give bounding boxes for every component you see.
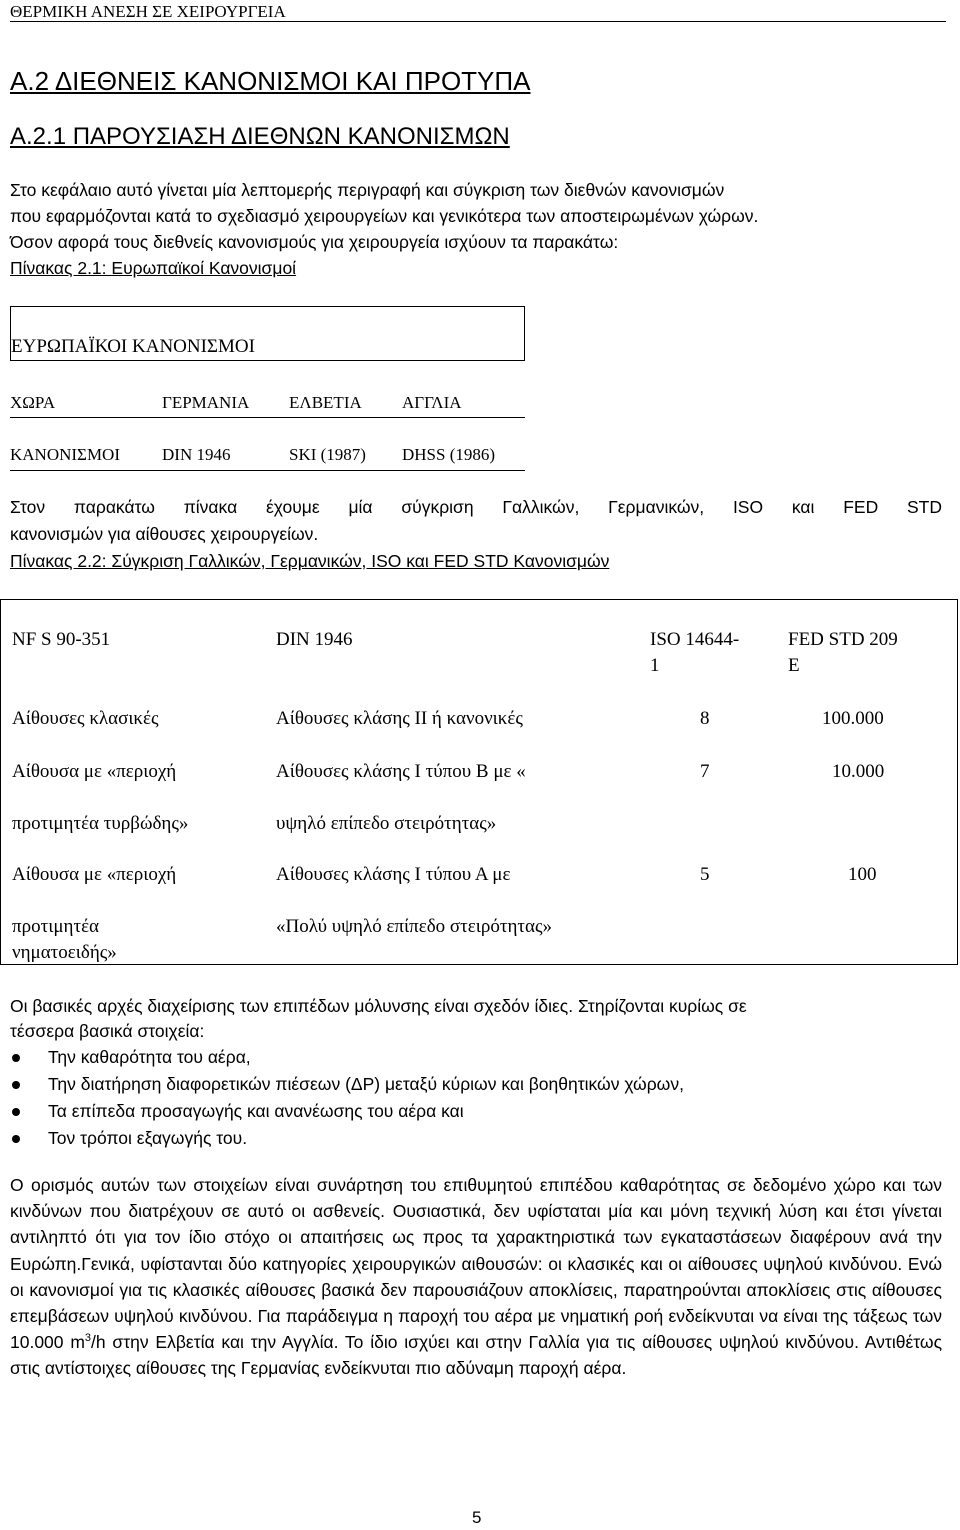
- principles-list: [10, 1044, 684, 1152]
- bullet-icon: [12, 1081, 20, 1089]
- table2-cell: 10.000: [832, 761, 885, 782]
- list-item: [10, 1125, 684, 1152]
- table1-title-cell: [10, 306, 525, 360]
- table1-cell: ΑΓΓΛΙΑ: [402, 393, 462, 412]
- table2-cell: 8: [700, 708, 710, 729]
- table2-cell: νηματοειδής»: [12, 942, 117, 963]
- list-item-text: Τον τρόποι εξαγωγής του.: [48, 1128, 248, 1148]
- table1-cell: DIN 1946: [162, 445, 231, 464]
- bullet-icon: [12, 1108, 20, 1116]
- table1-cell: ΕΛΒΕΤΙΑ: [289, 393, 362, 412]
- principles-line-2: τέσσερα βασικά στοιχεία:: [10, 1021, 205, 1041]
- principles-text: Οι βασικές αρχές διαχείρισης των επιπέδων μόλυνσης είναι σχεδόν ίδιες.: [10, 996, 578, 1016]
- closing-text: Ο ορισμός αυτών των στοιχείων είναι συνάρτηση του επιθυμητού επιπέδου καθαρότητας σε δεδομένο χώρο και των κινδύνων που διατρέχουν σε αυτό οι ασθενείς. Ουσιαστικά, δεν υφίσταται μία και μόνη τεχνική λύση και έτσι γίνεται αντιληπτό ότι για τον ίδιο στόχο οι απαιτήσεις ως προς τα χαρακτηριστικά των εγκαταστάσεων διαφέρουν ανά την Ευρώπη.Γενικά, υφίστανται δύο κατηγορίες χειρουργικών αιθουσών: οι κλασικές και οι αίθουσες υψηλού κινδύνου. Ενώ οι κανονισμοί για τις κλασικές αίθουσες βασικά δεν παρουσιάζουν αποκλίσεις, παρατηρούνται αποκλίσεις στις αίθουσες επεμβάσεων υψηλού κινδύνου. Για παράδειγμα η παροχή του αέρα με νηματική ροή ενδείκνυται να είναι της τάξεως των 10.000 m: [10, 1175, 942, 1353]
- table2-rule: [0, 599, 1, 965]
- bullet-icon: [12, 1054, 20, 1062]
- table2-cell: Αίθουσες κλασικές: [12, 708, 159, 729]
- table1-cell: ΓΕΡΜΑΝΙΑ: [162, 393, 250, 412]
- list-item-text: Την διατήρηση διαφορετικών πιέσεων (ΔP) μεταξύ κύριων και βοηθητικών χώρων,: [48, 1074, 684, 1094]
- list-item-text: Τα επίπεδα προσαγωγής και ανανέωσης του αέρα και: [48, 1101, 464, 1121]
- table1-cell: SKI (1987): [289, 445, 366, 464]
- table2-rule: [957, 599, 958, 965]
- between-line-2: κανονισμών για αίθουσες χειρουργείων.: [10, 524, 319, 544]
- principles-text: Στηρίζονται κυρίως σε: [577, 996, 747, 1016]
- intro-line-1: Στο κεφάλαιο αυτό γίνεται μία λεπτομερής περιγραφή και σύγκριση των διεθνών κανονισμών: [10, 180, 725, 200]
- table1-cell: DHSS (1986): [402, 445, 496, 464]
- table2-cell: 5: [700, 864, 710, 885]
- table1-rule: [10, 360, 525, 361]
- bullet-icon: [12, 1135, 20, 1143]
- intro-line-2: που εφαρμόζονται κατά το σχεδιασμό χειρουργείων και γενικότερα των αποστειρωμένων χώρων.: [10, 206, 759, 226]
- table2-cell: 100.000: [822, 708, 884, 729]
- table2-header-cell: FED STD 209: [788, 629, 898, 650]
- principles-line-1: [10, 994, 747, 1018]
- table2-header-cell: NF S 90-351: [12, 629, 111, 650]
- running-header: ΘΕΡΜΙΚΗ ΑΝΕΣΗ ΣΕ ΧΕΙΡΟΥΡΓΕΙΑ: [10, 2, 946, 22]
- list-item: [10, 1044, 684, 1071]
- table2-cell: Αίθουσα με «περιοχή: [12, 761, 177, 782]
- table2-cell: υψηλό επίπεδο στειρότητας»: [276, 813, 497, 834]
- table2-header-cell: 1: [650, 655, 660, 676]
- table1-title: ΕΥΡΩΠΑΪΚΟΙ ΚΑΝΟΝΙΣΜΟΙ: [11, 336, 255, 357]
- table2-cell: Αίθουσες κλάσης Ι τύπου Β με «: [276, 761, 526, 782]
- table1-cell: ΧΩΡΑ: [10, 393, 56, 412]
- table1-cell: ΚΑΝΟΝΙΣΜΟΙ: [10, 445, 120, 464]
- table1-rule: [10, 470, 525, 471]
- table2-header-cell: DIN 1946: [276, 629, 353, 650]
- table2-cell: Αίθουσα με «περιοχή: [12, 864, 177, 885]
- list-item-text: Την καθαρότητα του αέρα,: [48, 1047, 251, 1067]
- table1-caption: Πίνακας 2.1: Ευρωπαϊκοί Κανονισμοί: [10, 258, 297, 278]
- intro-line-3: Όσον αφορά τους διεθνείς κανονισμούς για χειρουργεία ισχύουν τα παρακάτω:: [10, 232, 619, 252]
- table2-header-cell: ISO 14644-: [650, 629, 740, 650]
- table2-cell: «Πολύ υψηλό επίπεδο στειρότητας»: [276, 916, 553, 937]
- table2-cell: προτιμητέα τυρβώδης»: [12, 813, 189, 834]
- table2-rule: [0, 964, 958, 965]
- table2-rule: [0, 599, 958, 600]
- subsection-title: Α.2.1 ΠΑΡΟΥΣΙΑΣΗ ΔΙΕΘΝΩΝ ΚΑΝΟΝΙΣΜΩΝ: [10, 123, 510, 150]
- closing-paragraph: [10, 1172, 942, 1382]
- page-number: 5: [472, 1508, 482, 1527]
- between-line-1: Στον παρακάτω πίνακα έχουμε μία σύγκριση Γαλλικών, Γερμανικών, ISO και FED STD: [10, 497, 942, 517]
- table1-rule: [10, 417, 525, 418]
- closing-text: /h στην Ελβετία και την Αγγλία. Το ίδιο ισχύει και στην Γαλλία για τις αίθουσες υψηλού κινδύνου. Αντιθέτως στις αντίστοιχες αίθουσες της Γερμανίας ενδείκνυται πιο αδύναμη παροχή αέρα.: [10, 1332, 943, 1379]
- table2-cell: Αίθουσες κλάσης Ι τύπου Α με: [276, 864, 511, 885]
- table2-caption: Πίνακας 2.2: Σύγκριση Γαλλικών, Γερμανικών, ISO και FED STD Κανονισμών: [10, 551, 610, 571]
- table2-cell: 7: [700, 761, 710, 782]
- table2-cell: προτιμητέα: [12, 916, 100, 937]
- table2-cell: 100: [848, 864, 877, 885]
- table2-cell: Αίθουσες κλάσης ΙΙ ή κανονικές: [276, 708, 523, 729]
- list-item: [10, 1071, 684, 1098]
- section-title: Α.2 ΔΙΕΘΝΕΙΣ ΚΑΝΟΝΙΣΜΟΙ ΚΑΙ ΠΡΟΤΥΠΑ: [10, 66, 531, 96]
- superscript: 3: [84, 1332, 92, 1345]
- table2-header-cell: E: [788, 655, 800, 676]
- list-item: [10, 1098, 684, 1125]
